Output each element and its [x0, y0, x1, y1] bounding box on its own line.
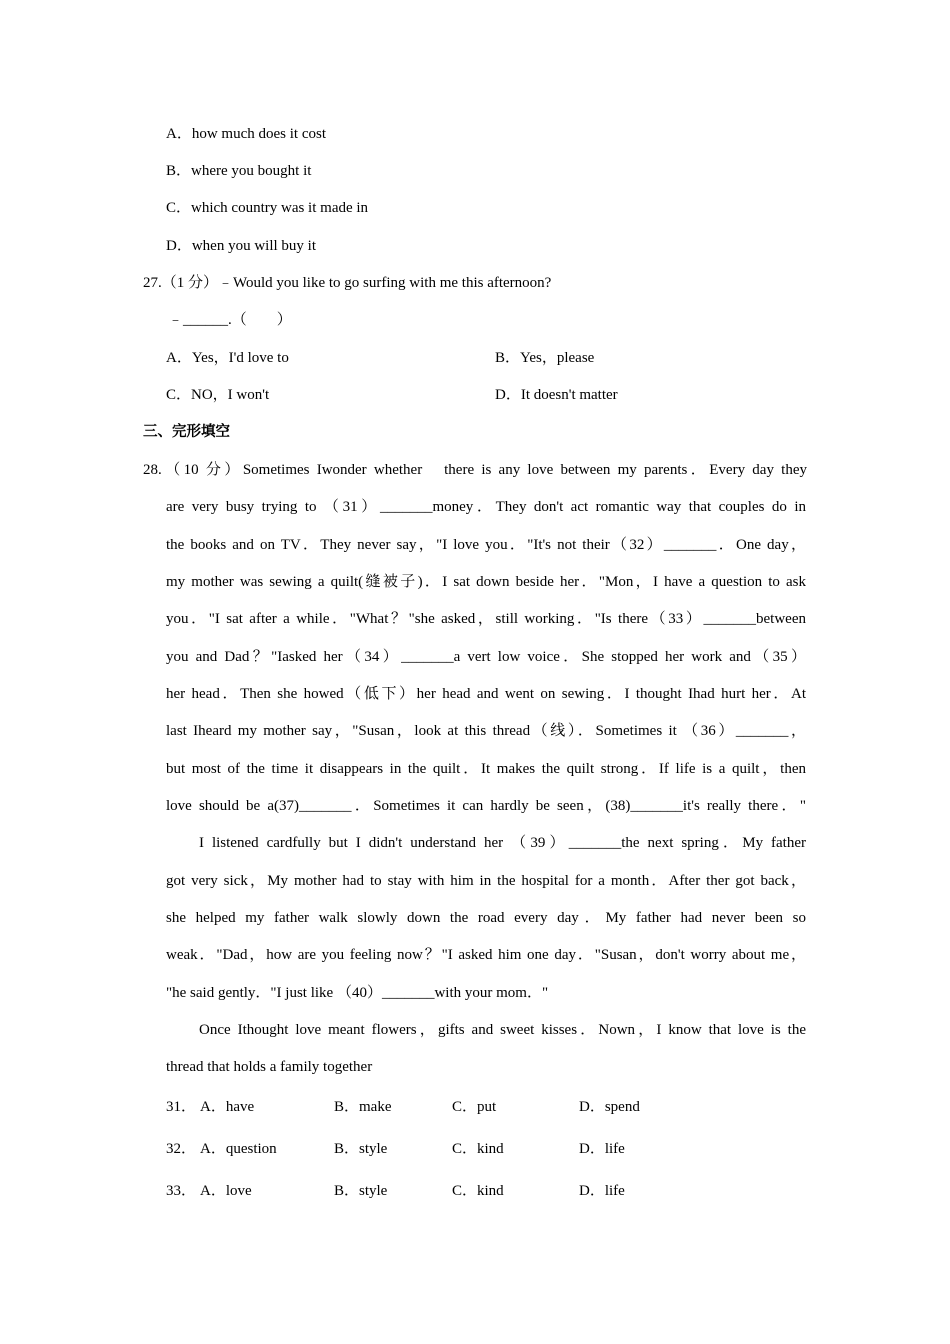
- q28-line-16: Once Ithought love meant flowers，gifts and sweet kisses．Nown，I know that love is the: [199, 1022, 806, 1038]
- answer-option-a: A．have: [200, 1099, 255, 1115]
- answer-option-c: C．put: [452, 1099, 497, 1115]
- q28-line-14: weak．"Dad，how are you feeling now？"I asked him one day．"Susan，don't worry about me，: [166, 947, 806, 963]
- answer-option-b: B．style: [334, 1183, 388, 1199]
- q28-line-6: you and Dad？"Iasked her（34）_______a vert low voice．She stopped her work and（35）: [166, 649, 806, 665]
- answer-option-b: B．make: [334, 1099, 392, 1115]
- q27-option-a: A．Yes，I'd love to: [166, 350, 289, 366]
- q27-option-b: B．Yes，please: [495, 350, 595, 366]
- q28-line-12: got very sick，My mother had to stay with him in the hospital for a month．After ther got back，: [166, 873, 806, 889]
- answer-option-d: D．life: [579, 1183, 625, 1199]
- q28-line-17: thread that holds a family together: [166, 1059, 373, 1075]
- q26-option-a: A．how much does it cost: [166, 126, 326, 142]
- q28-line-4: my mother was sewing a quilt(缝被子)．I sat down beside her．"Mon，I have a question to ask: [166, 574, 806, 590]
- answer-option-b: B．style: [334, 1141, 388, 1157]
- q28-line-15: "he said gently．"I just like （40）_______with your mom．": [166, 985, 549, 1001]
- answer-row-number: 31．: [166, 1099, 197, 1115]
- q28-line-11: I listened cardfully but I didn't understand her （39）_______the next spring．My father: [199, 835, 806, 851]
- q26-option-c: C．which country was it made in: [166, 200, 369, 216]
- answer-option-d: D．life: [579, 1141, 625, 1157]
- q28-line-13: she helped my father walk slowly down the road every day．My father had never been so: [166, 910, 806, 926]
- answer-row-number: 32．: [166, 1141, 197, 1157]
- q26-option-b: B．where you bought it: [166, 163, 312, 179]
- q28-line-7: her head．Then she howed（低下）her head and went on sewing．I thought Ihad hurt her．At: [166, 686, 806, 702]
- q28-line-9: but most of the time it disappears in the quilt．It makes the quilt strong．If life is a quilt，then: [166, 761, 806, 777]
- answer-option-c: C．kind: [452, 1183, 504, 1199]
- q27-reply: ﹣______.（ ）: [168, 312, 292, 328]
- answer-option-d: D．spend: [579, 1099, 640, 1115]
- q28-line-8: last Iheard my mother say，"Susan，look at this thread（线）．Sometimes it （36）_______，: [166, 723, 806, 739]
- answer-option-a: A．love: [200, 1183, 252, 1199]
- q27-option-c: C．NO，I won't: [166, 387, 270, 403]
- q26-option-d: D．when you will buy it: [166, 238, 316, 254]
- q28-line-5: you．"I sat after a while．"What？"she asked，still working．"Is there（33）_______between: [166, 611, 806, 627]
- q27-stem: 27.（1 分）﹣Would you like to go surfing with me this afternoon?: [143, 275, 552, 291]
- q28-line-3: the books and on TV．They never say，"I love you．"It's not their（32）_______．One day，: [166, 537, 806, 553]
- q27-option-d: D．It doesn't matter: [495, 387, 618, 403]
- q28-line-1: 28.（10 分）Sometimes Iwonder whether there is any love between my parents．Every day they: [143, 462, 807, 478]
- answer-row-number: 33．: [166, 1183, 197, 1199]
- q28-line-10: love should be a(37)_______．Sometimes it can hardly be seen，(38)_______it's really there．": [166, 798, 806, 814]
- answer-option-c: C．kind: [452, 1141, 504, 1157]
- section-title: 三、完形填空: [143, 424, 230, 440]
- answer-option-a: A．question: [200, 1141, 277, 1157]
- q28-line-2: are very busy trying to （31）_______money．They don't act romantic way that couples do in: [166, 499, 806, 515]
